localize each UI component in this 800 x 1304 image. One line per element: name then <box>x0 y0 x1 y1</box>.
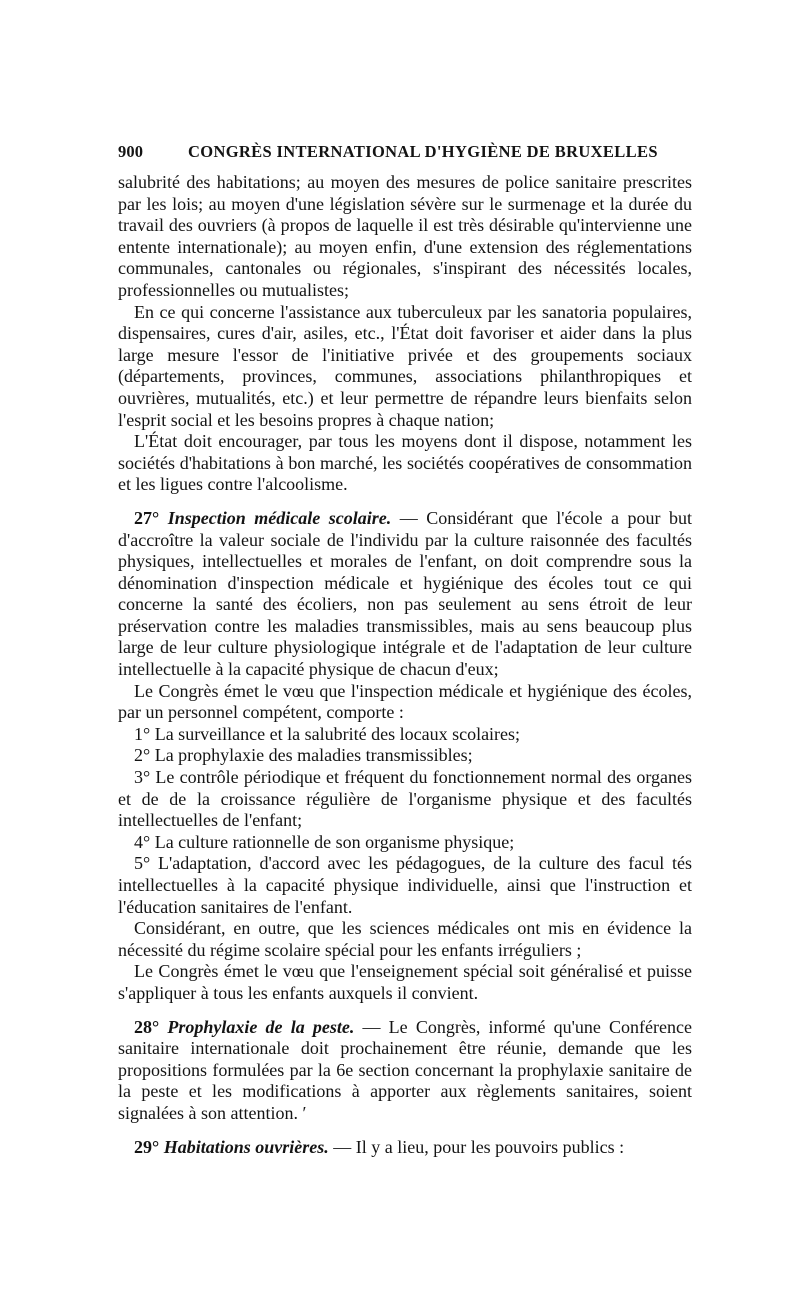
section-heading: Prophylaxie de la peste. <box>167 1016 355 1037</box>
section-heading: Habitations ouvrières. <box>163 1136 329 1157</box>
running-title: CONGRÈS INTERNATIONAL D'HYGIÈNE DE BRUXELLES <box>188 142 658 161</box>
section-number: 27° <box>134 507 160 528</box>
paragraph: Le Congrès émet le vœu que l'inspection médicale et hygiénique des écoles, par un personnel compétent, comporte : <box>118 680 692 723</box>
section-heading: Inspection médicale scolaire. <box>167 507 392 528</box>
page-header <box>118 142 692 168</box>
list-item: 4° La culture rationnelle de son organisme physique; <box>134 831 515 852</box>
list-item: 2° La prophylaxie des maladies transmissibles; <box>134 745 473 766</box>
list-item: 1° La surveillance et la salubrité des locaux scolaires; <box>134 723 521 744</box>
page-number: 900 <box>118 142 144 161</box>
page-body <box>118 172 692 1158</box>
paragraph: Le Congrès émet le vœu que l'enseignement spécial soit généralisé et puisse s'appliquer à tous les enfants auxquels il convient. <box>118 961 692 1003</box>
paragraph: Considérant, en outre, que les sciences médicales ont mis en évidence la nécessité du régime scolaire spécial pour les enfants irréguliers ; <box>118 918 692 960</box>
section-number: 28° <box>134 1016 160 1037</box>
paragraph: salubrité des habitations; au moyen des mesures de police sanitaire prescrites par les lois; au moyen d'une législation sévère sur le surmenage et la durée du travail des ouvriers (à propos de laquelle il est très désirable qu'intervienne une entente internationale); au moyen enfin, d'une extension des réglementations communales, cantonales ou régionales, s'inspirant des nécessités locales, professionnelles ou mutualistes; <box>118 172 692 300</box>
section-27-paragraph <box>118 508 692 681</box>
section-29-paragraph <box>118 1137 692 1159</box>
paragraph: L'État doit encourager, par tous les moyens dont il dispose, notamment les sociétés d'habitations à bon marché, les sociétés coopératives de consommation et les ligues contre l'alcoolisme. <box>118 431 692 495</box>
list-item: 3° Le contrôle périodique et fréquent du fonctionnement normal des organes et de de la croissance régulière de l'organisme physique et des facultés intellectuelles de l'enfant; <box>118 767 692 831</box>
section-text: — Il y a lieu, pour les pouvoirs publics : <box>328 1136 625 1157</box>
section-number: 29° <box>134 1136 160 1157</box>
section-text: — Considérant que l'école a pour but d'accroître la valeur sociale de l'individu par la culture raisonnée des facultés physiques, intellectuelles et morales de l'enfant, on doit comprendre sous la dénomination d'inspection médicale et hygiénique des écoles tout ce qui concerne la santé des écoliers, non pas seulement au sens étroit de leur préservation contre les maladies transmissibles, mais au sens beaucoup plus large de leur culture physiologique intégrale et de l'adaptation de leur culture intellectuelle à la capacité physique de chacun d'eux; <box>118 507 693 680</box>
paragraph: En ce qui concerne l'assistance aux tuberculeux par les sanatoria populaires, dispensaires, cures d'air, asiles, etc., l'État doit favoriser et aider dans la plus large mesure l'essor de l'initiative privée et des groupements sociaux (départements, provinces, communes, associations philanthropiques et ouvrières, mutualités, etc.) et leur permettre de répandre leurs bienfaits selon l'esprit social et les besoins propres à chaque nation; <box>118 301 692 430</box>
section-28-paragraph <box>118 1017 692 1125</box>
section-text: — Le Congrès, informé qu'une Conférence sanitaire internationale doit prochainement être réunie, demande que les propositions formulées par la 6e section concernant la prophylaxie sanitaire de la peste et les modifications à apporter aux règlements sanitaires, soient signalées à son attention. ′ <box>118 1016 692 1123</box>
list-item: 5° L'adaptation, d'accord avec les pédagogues, de la culture des facul tés intellectuelles à la capacité physique individuelle, ainsi que l'instruction et l'éducation sanitaires de l'enfant. <box>118 853 692 917</box>
